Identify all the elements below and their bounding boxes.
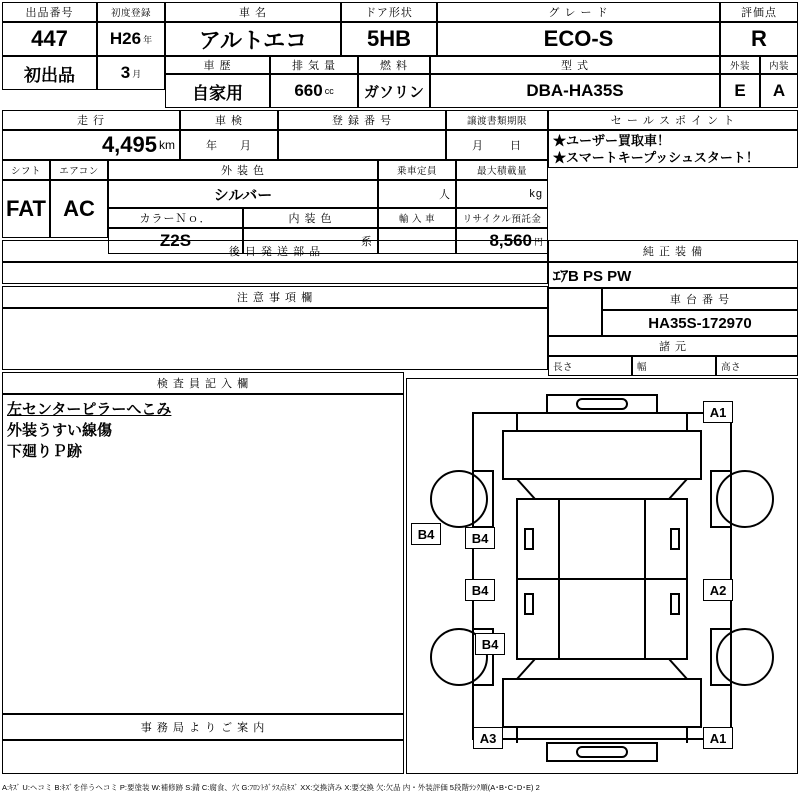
displacement-label: 排 気 量	[270, 56, 358, 74]
sales-point-line: ★ユーザー買取車！	[553, 133, 671, 148]
mileage-value	[2, 130, 180, 160]
first-reg-label: 初度登録	[97, 2, 165, 22]
color-no-label: カラーＮｏ．	[108, 208, 243, 228]
first-reg-year-unit: 年	[143, 34, 153, 45]
model-code-value: DBA-HA35S	[430, 74, 720, 108]
first-reg-year	[97, 22, 165, 56]
lot-no-value: 447	[2, 22, 97, 56]
inspector-note-line: 左センターピラーへこみ	[7, 401, 172, 418]
door-label: ドア形状	[341, 2, 437, 22]
inspector-label: 検 査 員 記 入 欄	[2, 372, 404, 394]
ext-color-label: 外 装 色	[108, 160, 378, 180]
history-label: 車 歴	[165, 56, 270, 74]
damage-tag: A2	[703, 579, 733, 601]
model-code-label: 型 式	[430, 56, 720, 74]
first-reg-month-value: 3	[120, 63, 131, 82]
grade-label: グ レ ー ド	[437, 2, 720, 22]
inspector-note-line: 下廻りＰ跡	[7, 443, 83, 460]
inspection-month-unit: 月	[240, 140, 252, 152]
width-label: 幅	[632, 356, 716, 376]
interior-label: 内装	[760, 56, 798, 74]
int-color-value: 系	[243, 228, 378, 254]
inspector-note-line: 外装うすい線傷	[7, 422, 113, 439]
transfer-value	[446, 130, 548, 160]
inspection-label: 車 検	[180, 110, 278, 130]
load-value: kg	[456, 180, 548, 208]
genuine-equip-label: 純 正 装 備	[548, 240, 798, 262]
transfer-month-unit: 月	[472, 140, 484, 152]
caution-value	[2, 308, 548, 370]
interior-grade-value: A	[760, 74, 798, 108]
damage-tag: B4	[465, 527, 495, 549]
sales-point-list	[548, 130, 798, 168]
color-no-value: Z2S	[108, 228, 243, 254]
damage-tag: A3	[473, 727, 503, 749]
office-value	[2, 740, 404, 774]
damage-tag: B4	[475, 633, 505, 655]
vehicle-outline-svg	[407, 379, 797, 773]
genuine-equip-value: ｴｱB PS PW	[548, 262, 798, 288]
displacement-number: 660	[294, 81, 323, 100]
shift-value: FAT	[2, 180, 50, 238]
height-label: 高さ	[716, 356, 798, 376]
dimension-label: 諸 元	[548, 336, 798, 356]
mileage-label: 走 行	[2, 110, 180, 130]
later-parts-value	[2, 262, 548, 284]
length-label: 長さ	[548, 356, 632, 376]
first-reg-month	[97, 56, 165, 90]
inspector-notes	[2, 394, 404, 714]
int-color-label: 内 装 色	[243, 208, 378, 228]
car-name-label: 車 名	[165, 2, 341, 22]
transfer-label: 譲渡書類期限	[446, 110, 548, 130]
shift-label: シフト	[2, 160, 50, 180]
damage-tag: B4	[411, 523, 441, 545]
caution-label: 注 意 事 項 欄	[2, 286, 548, 308]
recycle-unit: 円	[533, 236, 543, 247]
import-label: 輸 入 車	[378, 208, 456, 228]
displacement-value	[270, 74, 358, 108]
lot-no-label: 出品番号	[2, 2, 97, 22]
mileage-unit: km	[159, 138, 175, 152]
recycle-label: リサイクル預託金	[456, 208, 548, 228]
first-reg-year-value: 26	[122, 29, 142, 48]
fuel-label: 燃 料	[358, 56, 430, 74]
reg-no-label: 登 録 番 号	[278, 110, 446, 130]
exterior-grade-value: E	[720, 74, 760, 108]
door-value: 5HB	[341, 22, 437, 56]
score-value: R	[720, 22, 798, 56]
history-value: 自家用	[165, 74, 270, 108]
damage-tag: A1	[703, 401, 733, 423]
seats-value: 人	[378, 180, 456, 208]
reg-no-value	[278, 130, 446, 160]
first-reg-month-unit: 月	[132, 68, 142, 79]
inspection-value	[180, 130, 278, 160]
load-label: 最大積載量	[456, 160, 548, 180]
damage-tag: B4	[465, 579, 495, 601]
score-label: 評価点	[720, 2, 798, 22]
recycle-number: 8,560	[489, 231, 532, 250]
legend-footer: A:ｷｽﾞ U:ヘコミ B:ｷｽﾞを伴うヘコミ P:要塗装 W:補修跡 S:錆 C:腐食、穴 G:ﾌﾛﾝﾄｶﾞﾗｽ点ｷｽﾞ XX:交換済み X:要交換 欠:欠品 内・外装評価 5段階ﾗﾝｸ順(A･B･C･D･E) 2	[2, 783, 540, 792]
ac-value: AC	[50, 180, 108, 238]
chassis-value: HA35S-172970	[602, 310, 798, 336]
car-name-value: アルトエコ	[165, 22, 341, 56]
ext-color-value: シルバー	[108, 180, 378, 208]
grade-value: ECO-S	[437, 22, 720, 56]
seats-label: 乗車定員	[378, 160, 456, 180]
chassis-label: 車 台 番 号	[602, 288, 798, 310]
sales-point-label: セ ー ル ス ポ イ ン ト	[548, 110, 798, 130]
inspection-year-unit: 年	[206, 140, 218, 152]
ac-label: エアコン	[50, 160, 108, 180]
fuel-value: ガソリン	[358, 74, 430, 108]
first-exhibit-badge: 初出品	[2, 56, 97, 90]
sales-point-line: ★スマートキープッシュスタート！	[553, 150, 759, 165]
office-label: 事 務 局 よ り ご 案 内	[2, 714, 404, 740]
first-reg-year-prefix: H	[109, 29, 123, 48]
damage-tag: A1	[703, 727, 733, 749]
transfer-day-unit: 日	[510, 140, 522, 152]
displacement-unit: cc	[324, 86, 334, 96]
vehicle-damage-diagram	[406, 378, 798, 774]
chassis-side-blank	[548, 288, 602, 336]
mileage-number: 4,495	[101, 132, 157, 157]
exterior-label: 外装	[720, 56, 760, 74]
later-parts-label: 後 日 発 送 部 品	[2, 240, 548, 262]
